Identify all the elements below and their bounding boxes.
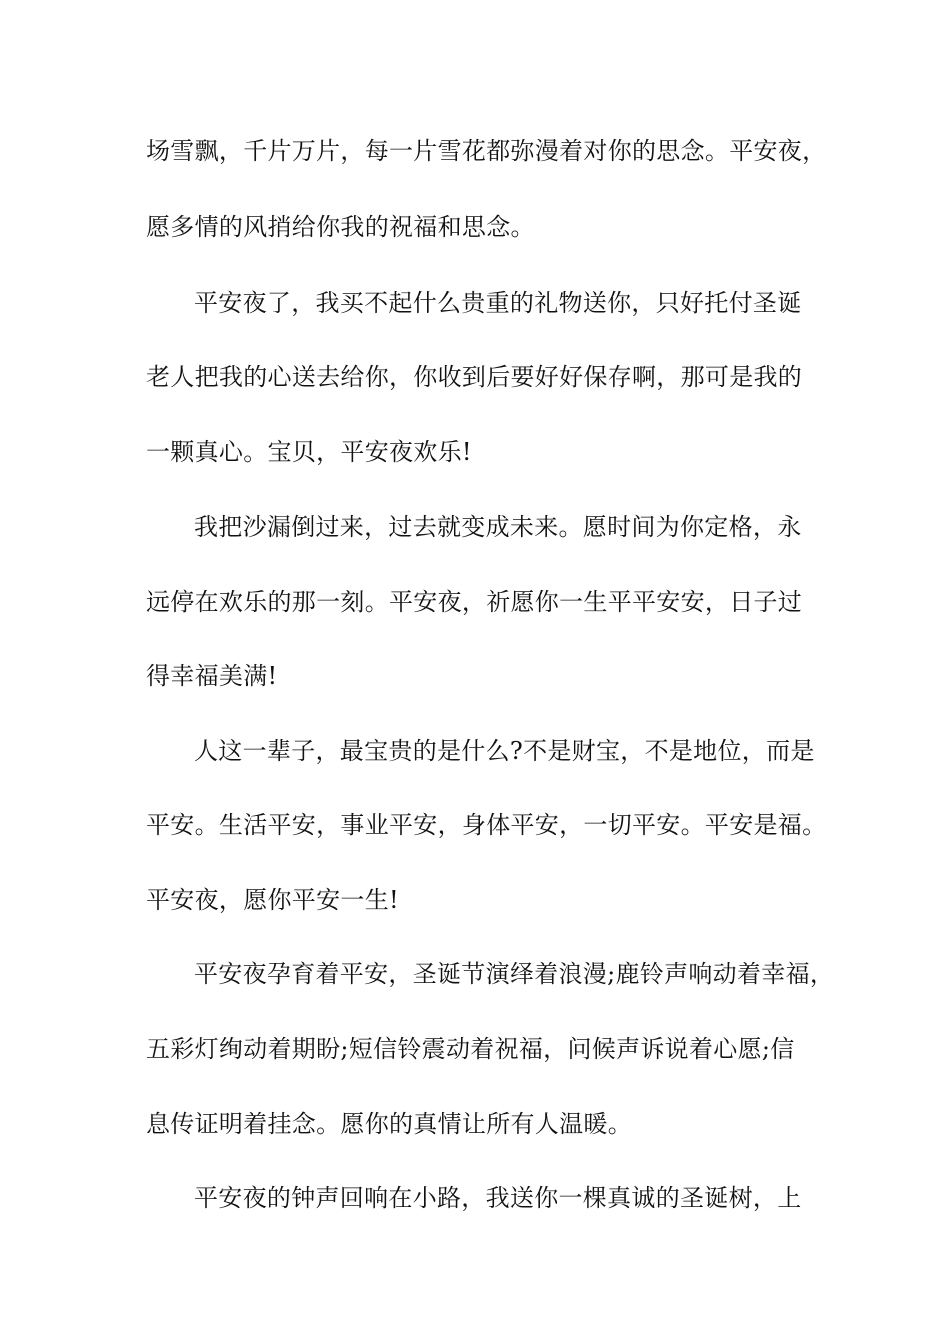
paragraph-first-line: 平安夜孕育着平安，圣诞节演绎着浪漫;鹿铃声响动着幸福， bbox=[194, 960, 835, 988]
text-line: 五彩灯绚动着期盼;短信铃震动着祝福，问候声诉说着心愿;信 bbox=[146, 1035, 795, 1063]
text-line: 老人把我的心送去给你，你收到后要好好保存啊，那可是我的 bbox=[146, 363, 803, 391]
text-line: 平安。生活平安，事业平安，身体平安，一切平安。平安是福。 bbox=[146, 811, 827, 839]
text-line: 平安夜，愿你平安一生! bbox=[146, 886, 399, 914]
paragraph-first-line: 平安夜的钟声回响在小路，我送你一棵真诚的圣诞树，上 bbox=[194, 1184, 802, 1212]
paragraph-first-line: 我把沙漏倒过来，过去就变成未来。愿时间为你定格，永 bbox=[194, 513, 802, 541]
text-line: 一颗真心。宝贝，平安夜欢乐! bbox=[146, 438, 472, 466]
text-line: 愿多情的风捎给你我的祝福和思念。 bbox=[146, 213, 535, 241]
text-line: 得幸福美满! bbox=[146, 662, 278, 690]
text-line: 场雪飘，千片万片，每一片雪花都弥漫着对你的思念。平安夜， bbox=[146, 137, 827, 165]
text-line: 远停在欢乐的那一刻。平安夜，祈愿你一生平平安安，日子过 bbox=[146, 588, 803, 616]
paragraph-first-line: 平安夜了，我买不起什么贵重的礼物送你，只好托付圣诞 bbox=[194, 289, 802, 317]
text-line: 息传证明着挂念。愿你的真情让所有人温暖。 bbox=[146, 1110, 632, 1138]
paragraph-first-line: 人这一辈子，最宝贵的是什么?不是财宝，不是地位，而是 bbox=[194, 737, 815, 765]
